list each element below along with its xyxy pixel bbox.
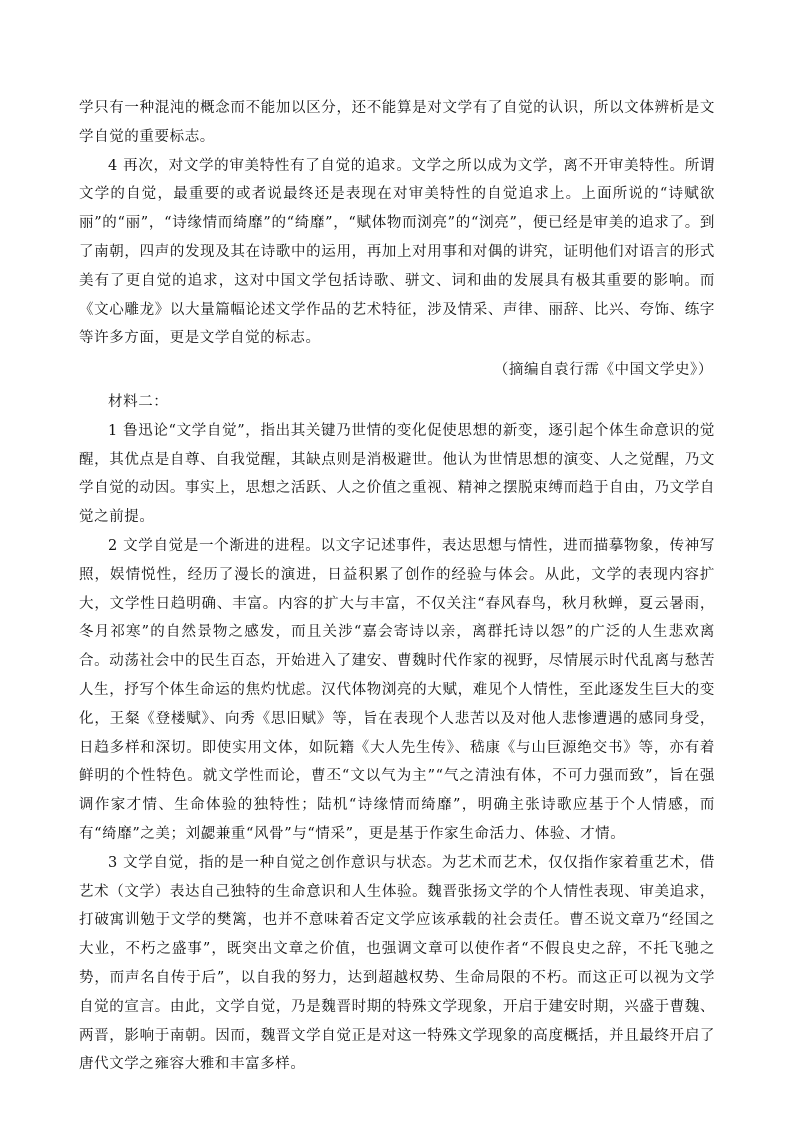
source-citation: （摘编自袁行霈《中国文学史》）	[493, 362, 713, 379]
material2-paragraph-1: 1 鲁迅论“文学自觉”，指出其关键乃世情的变化促使思想的新变，逐引起个体生命意识的觉醒，其优点是自尊、自我觉醒，其缺点则是消极避世。他认为世情思想的演变、人之觉醒，乃文学自觉的动因。事实上，思想之活跃、人之价值之重视、精神之摆脱束缚而趋于自由，乃文学自觉之前提。	[79, 422, 715, 526]
material2-paragraph-3: 3 文学自觉，指的是一种自觉之创作意识与状态。为艺术而艺术，仅仅指作家着重艺术，借艺术（文学）表达自己独特的生命意识和人生体验。魏晋张扬文学的个人情性表现、审美追求，打破寓训勉于文学的樊篱，也并不意味着否定文学应该承载的社会责任。曹丕说文章乃“经国之大业，不朽之盛事”，既突出文章之价值，也强调文章可以使作者“不假良史之辞，不托飞驰之势，而声名自传于后”，以自我的努力，达到超越权势、生命局限的不朽。而这正可以视为文学自觉的宣言。由此，文学自觉，乃是魏晋时期的特殊文学现象，开启于建安时期，兴盛于曹魏、两晋，影响于南朝。因而，魏晋文学自觉正是对这一特殊文学现象的高度概括，并且最终开启了唐代文学之雍容大雅和丰富多样。	[79, 854, 715, 1073]
document-page	[79, 94, 715, 1079]
paragraph-point-4: 4 再次，对文学的审美特性有了自觉的追求。文学之所以成为文学，离不开审美特性。所谓文学的自觉，最重要的或者说最终还是表现在对审美特性的自觉追求上。上面所说的“诗赋欲丽”的“丽”，“诗缘情而绮靡”的“绮靡”，“赋体物而浏亮”的“浏亮”，便已经是审美的追求了。到了南朝，四声的发现及其在诗歌中的运用，再加上对用事和对偶的讲究，证明他们对语言的形式美有了更自觉的追求，这对中国文学包括诗歌、骈文、词和曲的发展具有极其重要的影响。而《文心雕龙》以大量篇幅论述文学作品的艺术特征，涉及情采、声律、丽辞、比兴、夸饰、练字等许多方面，更是文学自觉的标志。	[79, 157, 715, 347]
paragraph-continuation: 学只有一种混沌的概念而不能加以区分，还不能算是对文学有了自觉的认识，所以文体辨析是文学自觉的重要标志。	[79, 100, 715, 145]
material2-heading: 材料二：	[108, 393, 169, 410]
material2-paragraph-2: 2 文学自觉是一个渐进的进程。以文字记述事件，表达思想与情性，进而描摹物象，传神写照，娱情悦性，经历了漫长的演进，日益积累了创作的经验与体会。从此，文学的表现内容扩大，文学性日趋明确、丰富。内容的扩大与丰富，不仅关注“春风春鸟，秋月秋蝉，夏云暑雨，冬月祁寒”的自然景物之感发，而且关涉“嘉会寄诗以亲，离群托诗以怨”的广泛的人生悲欢离合。动荡社会中的民生百态，开始进入了建安、曹魏时代作家的视野，尽情展示时代乱离与愁苦人生，抒写个体生命运的焦灼忧虑。汉代体物浏亮的大赋，难见个人情性，至此逐发生巨大的变化，王粲《登楼赋》、向秀《思旧赋》等，旨在表现个人悲苦以及对他人悲惨遭遇的感同身受，日趋多样和深切。即使实用文体，如阮籍《大人先生传》、嵇康《与山巨源绝交书》等，亦有着鲜明的个性特色。就文学性而论，曹丕“文以气为主”“气之清浊有体，不可力强而致”，旨在强调作家才情、生命体验的独特性；陆机“诗缘情而绮靡”，明确主张诗歌应基于个人情感，而有“绮靡”之美；刘勰兼重“风骨”与“情采”，更是基于作家生命活力、体验、才情。	[79, 537, 715, 842]
